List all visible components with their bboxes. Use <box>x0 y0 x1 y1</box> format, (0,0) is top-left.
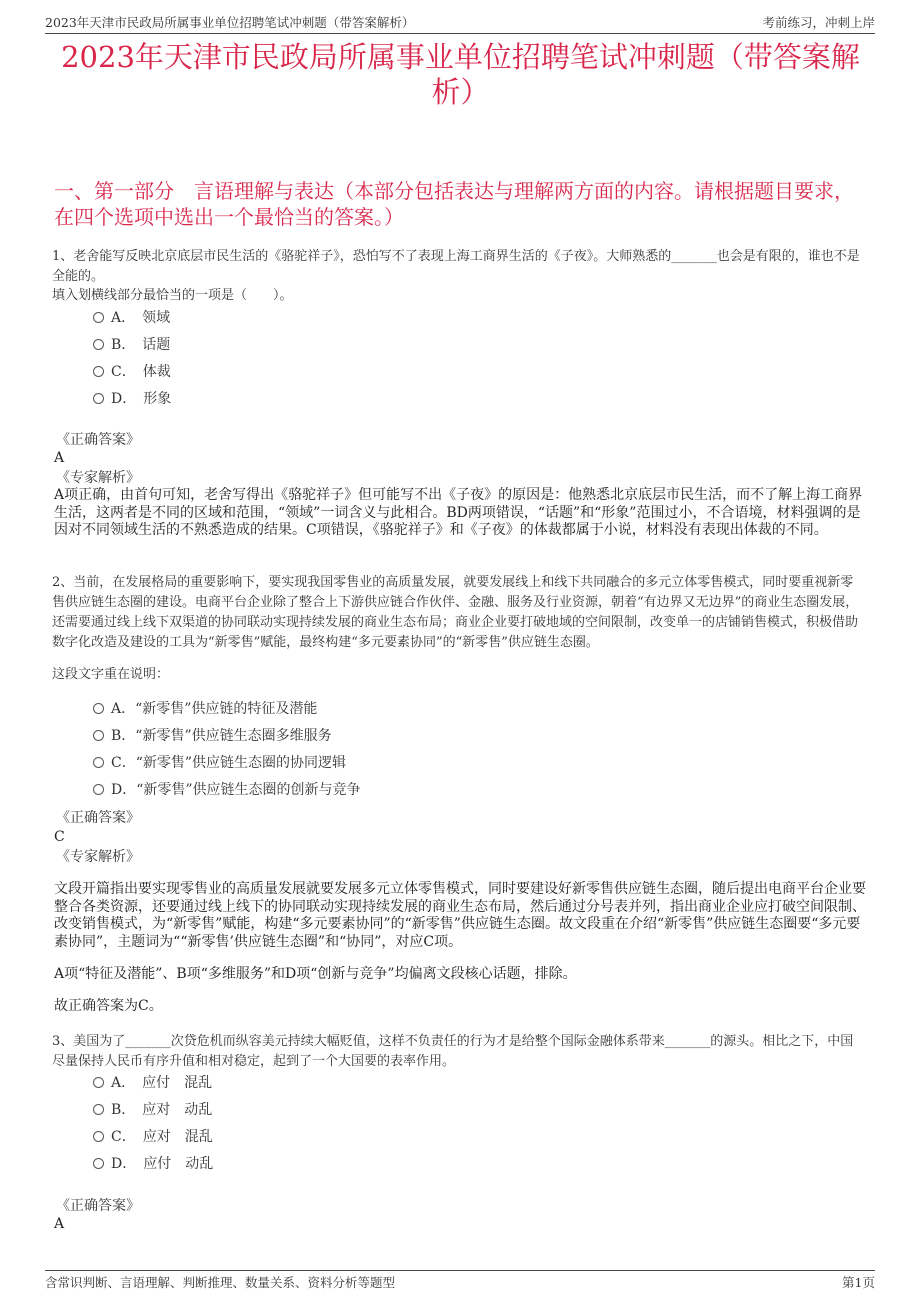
question-1-answer: A <box>54 450 65 466</box>
header-left-text: 2023年天津市民政局所属事业单位招聘笔试冲刺题（带答案解析） <box>45 15 415 30</box>
radio-icon[interactable] <box>93 730 104 741</box>
radio-icon[interactable] <box>93 339 104 350</box>
question-2-prompt: 这段文字重在说明： <box>52 667 170 682</box>
page-number: 第1页 <box>842 1275 875 1290</box>
question-2-analysis-exclusion: A项“特征及潜能”、B项“多维服务”和D项“创新与竞争”均偏离文段核心话题，排除。 <box>54 966 577 982</box>
question-1-option-a[interactable]: A． 领域 <box>93 308 170 328</box>
question-1-option-d[interactable]: D． 形象 <box>93 389 171 409</box>
question-2-answer-label: 《正确答案》 <box>56 810 140 826</box>
question-3-option-b[interactable]: B． 应对 动乱 <box>93 1100 212 1120</box>
question-3-answer-label: 《正确答案》 <box>56 1198 140 1214</box>
radio-icon[interactable] <box>93 312 104 323</box>
radio-icon[interactable] <box>93 1131 104 1142</box>
question-2-answer: C <box>54 829 65 845</box>
question-2-analysis: 文段开篇指出要实现零售业的高质量发展就要发展多元立体零售模式，同时要建设好新零售供应链生态圈，随后提出电商平台企业要整合各类资源，还要通过线上线下的协同联动实现持续发展的商业生态布局，然后通过分号表并列，指出商业企业应打破空间限制、改变销售模式，为“新零售”赋能，构建“多元要素协同”的“新零售”供应链生态圈。故文段重在介绍“新零售”供应链生态圈要“多元要素协同”，主题词为““新零售’供应链生态圈”和“协同”，对应C项。 <box>54 881 866 950</box>
radio-icon[interactable] <box>93 757 104 768</box>
question-1-analysis: A项正确，由首句可知，老舍写得出《骆驼祥子》但可能写不出《子夜》的原因是：他熟悉北京底层市民生活，而不了解上海工商界生活，这两者是不同的区域和范围，“领域”一词含义与此相合。BD两项错误，“话题”和“形象”范围过小，不合语境，材料强调的是因对不同领域生活的不熟悉造成的结果。C项错误，《骆驼祥子》和《子夜》的体裁都属于小说，材料没有表现出体裁的不同。 <box>54 487 863 538</box>
question-1-option-c[interactable]: C． 体裁 <box>93 362 171 382</box>
question-1-option-b[interactable]: B． 话题 <box>93 335 170 355</box>
question-2-analysis-label: 《专家解析》 <box>56 849 140 865</box>
section-heading: 一、第一部分 言语理解与表达（本部分包括表达与理解两方面的内容。请根据题目要求，在四个选项中选出一个最恰当的答案。） <box>54 179 854 229</box>
question-2-option-b[interactable]: B．“新零售”供应链生态圈多维服务 <box>93 726 332 746</box>
radio-icon[interactable] <box>93 703 104 714</box>
radio-icon[interactable] <box>93 393 104 404</box>
question-3-stem: 3、美国为了_______次贷危机而纵容美元持续大幅贬值，这样不负责任的行为才是给整个国际金融体系带来_______的源头。相比之下，中国尽量保持人民币有序升值和相对稳定，起到了一个大国要的表率作用。 <box>52 1034 854 1069</box>
radio-icon[interactable] <box>93 1077 104 1088</box>
page-header <box>45 11 875 34</box>
question-1-stem: 1、老舍能写反映北京底层市民生活的《骆驼祥子》，恐怕写不了表现上海工商界生活的《子夜》。大师熟悉的_______也会是有限的，谁也不是全能的。 <box>52 249 860 284</box>
footer-left-text: 含常识判断、言语理解、判断推理、数量关系、资料分析等题型 <box>45 1275 396 1290</box>
question-1-answer-label: 《正确答案》 <box>56 432 140 448</box>
question-3-answer: A <box>54 1216 65 1232</box>
radio-icon[interactable] <box>93 1158 104 1169</box>
radio-icon[interactable] <box>93 1104 104 1115</box>
question-2-option-d[interactable]: D．“新零售”供应链生态圈的创新与竞争 <box>93 780 361 800</box>
question-3-option-d[interactable]: D． 应付 动乱 <box>93 1154 213 1174</box>
radio-icon[interactable] <box>93 366 104 377</box>
radio-icon[interactable] <box>93 784 104 795</box>
question-2-stem: 2、当前，在发展格局的重要影响下，要实现我国零售业的高质量发展，就要发展线上和线下共同融合的多元立体零售模式，同时要重视新零售供应链生态圈的建设。电商平台企业除了整合上下游供应链合作伙伴、金融、服务及行业资源，朝着“有边界又无边界”的商业生态圈发展，还需要通过线上线下双渠道的协同联动实现持续发展的商业生态布局；商业企业要打破地域的空间限制，改变单一的店铺销售模式，积极借助数字化改造及建设的工具为“新零售”赋能，最终构建“多元要素协同”的“新零售”供应链生态圈。 <box>52 575 859 650</box>
question-1-prompt: 填入划横线部分最恰当的一项是（ ）。 <box>52 288 293 303</box>
header-right-text: 考前练习，冲刺上岸 <box>762 15 875 30</box>
document-title: 2023年天津市民政局所属事业单位招聘笔试冲刺题（带答案解析） <box>61 40 860 109</box>
page-footer <box>45 1270 875 1290</box>
question-3-option-c[interactable]: C． 应对 混乱 <box>93 1127 213 1147</box>
question-3-option-a[interactable]: A． 应付 混乱 <box>93 1073 212 1093</box>
question-2-option-a[interactable]: A．“新零售”供应链的特征及潜能 <box>93 699 317 719</box>
question-1-analysis-label: 《专家解析》 <box>56 470 140 486</box>
question-2-analysis-conclusion: 故正确答案为C。 <box>54 998 163 1014</box>
question-2-option-c[interactable]: C．“新零售”供应链生态圈的协同逻辑 <box>93 753 346 773</box>
